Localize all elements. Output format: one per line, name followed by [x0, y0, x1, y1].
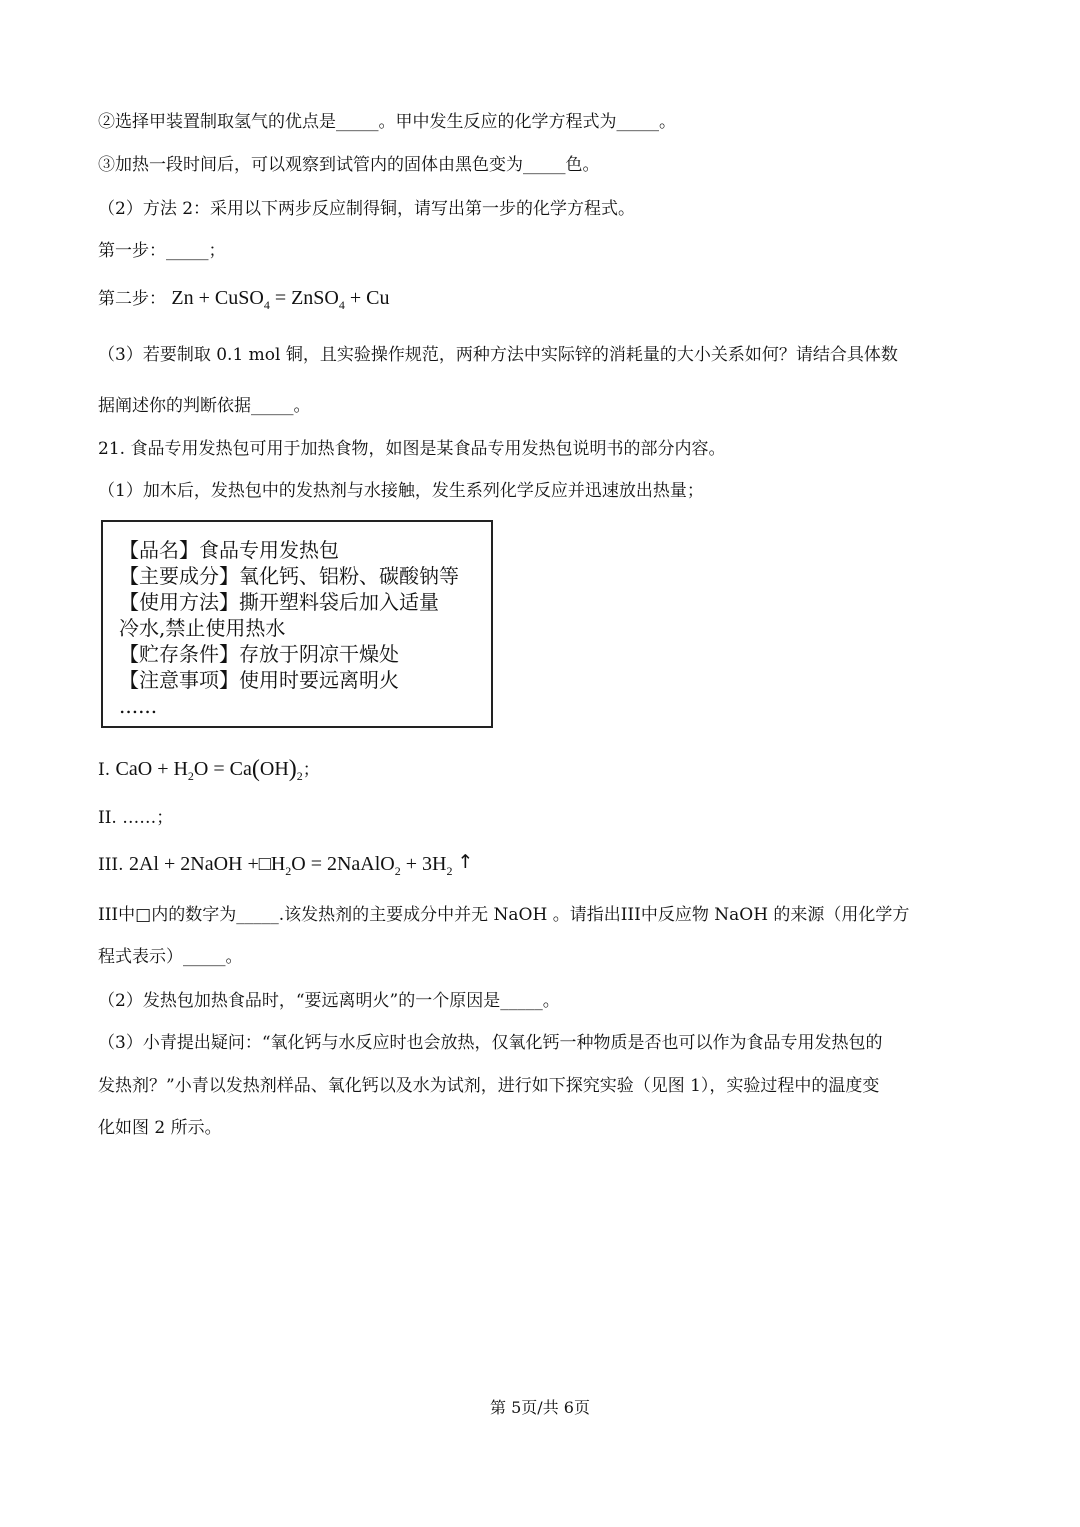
text-line: （3）若要制取 0.1 mol 铜，且实验操作规范，两种方法中实际锌的消耗量的大小关系如何？请结合具体数	[98, 345, 898, 365]
text-line: 化如图 2 所示。	[98, 1118, 222, 1138]
box-line: 冷水,禁止使用热水	[119, 616, 286, 640]
text-line: ②选择甲装置制取氢气的优点是_____。甲中发生反应的化学方程式为_____。	[98, 112, 676, 132]
page-number: 第 5页/共 6页	[490, 1398, 590, 1417]
box-line: 【主要成分】氧化钙、铝粉、碳酸钠等	[119, 564, 459, 588]
text-line: 据阐述你的判断依据_____。	[98, 396, 311, 416]
text-line: III中□内的数字为_____.该发热剂的主要成分中并无 NaOH 。请指出III中反应物 NaOH 的来源（用化学方	[98, 905, 910, 925]
gas-arrow-icon: ↑	[457, 851, 474, 873]
box-line: 【注意事项】使用时要远离明火	[119, 668, 399, 692]
step-label: 第二步：	[98, 289, 166, 309]
box-line: ......	[119, 694, 158, 718]
equation-I: I. CaO + $H_2O = Ca(OH)_2$；	[98, 756, 320, 783]
text-line: II. ……；	[98, 808, 174, 828]
equation: 2Al + 2NaOH $+□H_2O$ = 2NaAlO$_2$ + $3H_2$ ↑	[128, 851, 474, 878]
text-line: ③加热一段时间后，可以观察到试管内的固体由黑色变为_____色。	[98, 155, 600, 175]
text-line: 第一步：_____；	[98, 241, 226, 261]
text-line: （2）发热包加热食品时，“要远离明火”的一个原因是_____。	[98, 991, 560, 1011]
instruction-box	[101, 520, 493, 728]
box-line: 【使用方法】撕开塑料袋后加入适量	[119, 590, 439, 614]
question-heading: 21. 食品专用发热包可用于加热食物，如图是某食品专用发热包说明书的部分内容。	[98, 439, 726, 459]
text-line: 发热剂？”小青以发热剂样品、氧化钙以及水为试剂，进行如下探究实验（见图 1），实验过程中的温度变	[98, 1076, 880, 1096]
equation: Zn + CuSO$_4$ = ZnSO$_4$ + Cu	[171, 287, 390, 312]
text-line: （2）方法 2：采用以下两步反应制得铜，请写出第一步的化学方程式。	[98, 199, 636, 219]
item-label: III.	[98, 855, 124, 875]
item-label: I.	[98, 760, 111, 780]
box-line: 【贮存条件】存放于阴凉干燥处	[119, 642, 399, 666]
text-line: 程式表示）_____。	[98, 947, 243, 967]
text-line: （3）小青提出疑问：“氧化钙与水反应时也会放热，仅氧化钙一种物质是否也可以作为食品专用发热包的	[98, 1033, 883, 1053]
box-line: 【品名】食品专用发热包	[119, 538, 339, 562]
equation: CaO + $H_2O = Ca(OH)_2$	[115, 756, 303, 783]
equation-III	[98, 853, 473, 877]
equation-step-two	[98, 288, 390, 311]
text-line: （1）加木后，发热包中的发热剂与水接触，发生系列化学反应并迅速放出热量；	[98, 481, 704, 501]
